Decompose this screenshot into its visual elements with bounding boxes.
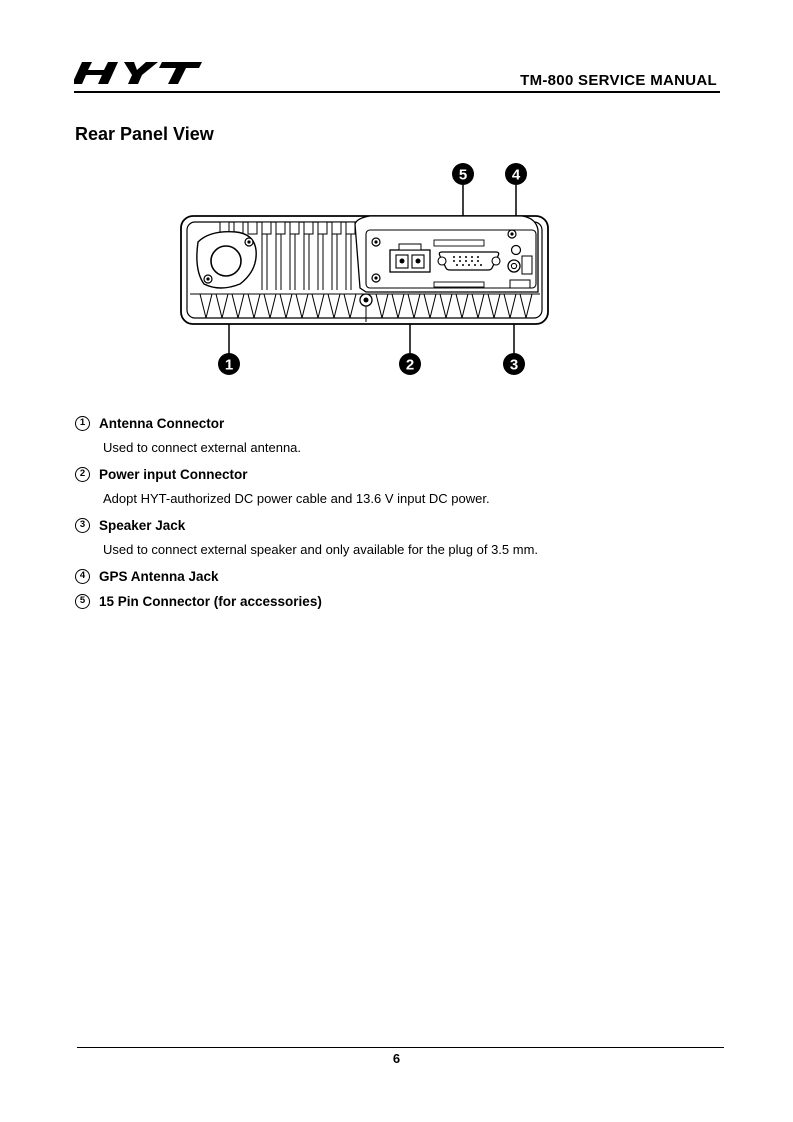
list-item [75,592,715,610]
item-number: 1 [75,416,90,431]
item-title: Antenna Connector [99,415,225,431]
list-item [75,567,715,585]
item-title: Power input Connector [99,466,248,482]
item-description: Used to connect external antenna. [103,440,302,455]
svg-text:1: 1 [224,356,234,374]
hyt-logo [74,58,204,88]
page-number: 6 [392,1051,401,1066]
rear-panel-diagram [170,158,570,385]
item-description: Used to connect external speaker and only available for the plug of 3.5 mm. [103,542,539,557]
header-divider [74,91,720,93]
svg-text:5: 5 [458,166,468,184]
callout-4 [505,163,527,185]
callout-2 [399,353,421,375]
list-item [75,465,715,508]
callout-3 [503,353,525,375]
connector-list [75,414,715,617]
item-title: 15 Pin Connector (for accessories) [99,593,322,609]
item-number: 5 [75,594,90,609]
item-number: 3 [75,518,90,533]
item-title: Speaker Jack [99,517,186,533]
callout-1 [218,353,240,375]
manual-title: TM-800 SERVICE MANUAL [520,72,717,89]
list-item [75,414,715,457]
item-number: 2 [75,467,90,482]
item-title: GPS Antenna Jack [99,568,219,584]
callout-5 [452,163,474,185]
item-description: Adopt HYT-authorized DC power cable and 13.6 V input DC power. [103,491,490,506]
footer-divider [77,1047,724,1048]
svg-text:2: 2 [405,356,415,374]
svg-text:3: 3 [509,356,519,374]
svg-text:4: 4 [511,166,521,184]
item-number: 4 [75,569,90,584]
section-title: Rear Panel View [75,124,214,144]
list-item [75,516,715,559]
